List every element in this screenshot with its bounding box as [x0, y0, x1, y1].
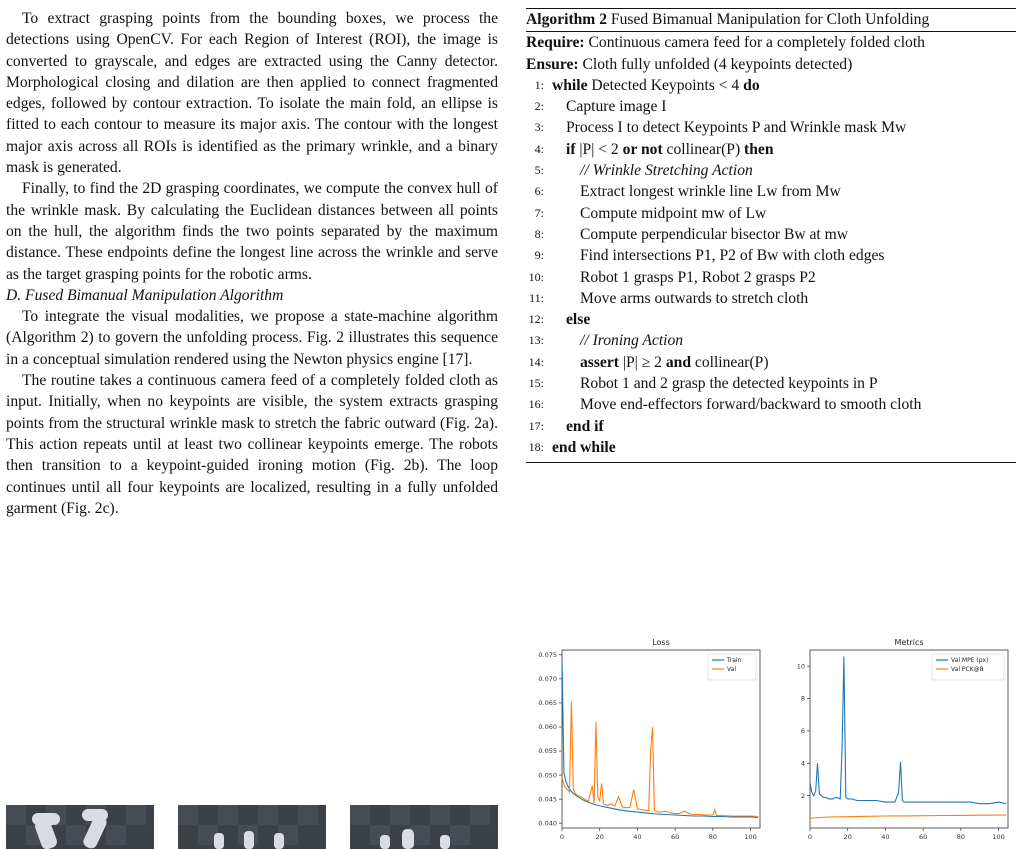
ensure-keyword: Ensure: — [526, 55, 579, 73]
line-text — [552, 160, 1016, 181]
y-tick-label: 0.075 — [538, 651, 557, 660]
algorithm-line — [526, 352, 1016, 373]
line-text — [552, 245, 1016, 266]
legend-label: Val MPE (px) — [951, 657, 989, 664]
line-number: 18: — [528, 439, 544, 454]
algorithm-line — [526, 160, 1016, 181]
require-text: Continuous camera feed for a completely folded cloth — [588, 34, 925, 52]
x-tick-label: 80 — [956, 833, 965, 841]
figure-2-thumbnails — [6, 805, 498, 849]
algorithm-line — [526, 117, 1016, 138]
line-text: Capture image I — [566, 98, 667, 116]
series-line-train — [562, 657, 758, 817]
y-tick-label: 8 — [800, 694, 805, 703]
line-text — [552, 96, 1016, 117]
line-text — [552, 288, 1016, 309]
y-tick-label: 0.055 — [538, 747, 557, 756]
line-kw2: or not — [622, 140, 663, 158]
line-text — [552, 352, 1016, 373]
y-tick-label: 6 — [800, 727, 805, 736]
legend-label: Train — [727, 657, 742, 664]
x-tick-label: 60 — [919, 833, 928, 841]
algorithm-line — [526, 224, 1016, 245]
left-column — [6, 8, 498, 519]
series-line-val — [562, 702, 758, 817]
x-tick-label: 20 — [843, 833, 852, 841]
line-number: 3: — [534, 120, 544, 135]
y-tick-label: 2 — [800, 791, 805, 800]
line-kw2: and — [665, 353, 692, 371]
x-tick-label: 100 — [744, 833, 757, 841]
line-number: 13: — [528, 333, 544, 348]
y-tick-label: 0.040 — [538, 819, 557, 828]
legend-label: Val PCK@8 — [951, 666, 984, 673]
line-text: Find intersections P1, P2 of Bw with cloth edges — [580, 247, 885, 265]
line-text — [552, 309, 1016, 330]
x-tick-label: 40 — [881, 833, 890, 841]
y-tick-label: 0.065 — [538, 699, 557, 708]
line-text — [552, 117, 1016, 138]
line-number: 4: — [534, 141, 544, 156]
paragraph-convex-hull: Finally, to find the 2D grasping coordinates, we compute the convex hull of the wrinkle mask. By calculating the Euclidean distances between all points on the hull, the algorithm finds the two points separated by the maximum distance. These endpoints define the longest line across the wrinkle and serve as the target grasping points for the robotic arms. — [6, 180, 498, 283]
line-text: Move arms outwards to stretch cloth — [580, 289, 809, 307]
algorithm-caption — [526, 8, 1016, 32]
algorithm-block — [526, 8, 1016, 463]
line-kw: assert — [580, 353, 619, 371]
line-kw: if — [566, 140, 576, 158]
line-number: 2: — [534, 99, 544, 114]
line-text2: collinear(P) — [662, 140, 745, 158]
line-text: Detected Keypoints < 4 — [587, 76, 744, 94]
line-comment: // Ironing Action — [580, 332, 684, 350]
algorithm-line — [526, 245, 1016, 266]
line-text — [552, 224, 1016, 245]
chart-title: Loss — [652, 638, 670, 647]
line-kw2: do — [743, 76, 760, 94]
x-tick-label: 40 — [633, 833, 642, 841]
x-tick-label: 80 — [708, 833, 717, 841]
x-tick-label: 60 — [671, 833, 680, 841]
line-text: Robot 1 grasps P1, Robot 2 grasps P2 — [580, 268, 816, 286]
line-number: 11: — [529, 290, 544, 305]
algorithm-lines — [526, 75, 1016, 458]
line-text — [552, 330, 1016, 351]
x-tick-label: 100 — [992, 833, 1005, 841]
algorithm-line — [526, 181, 1016, 202]
algorithm-line — [526, 203, 1016, 224]
figure-2b-thumbnail — [178, 805, 326, 849]
line-text: |P| < 2 — [575, 140, 623, 158]
paragraph-state-machine: To integrate the visual modalities, we propose a state-machine algorithm (Algorithm 2) to govern the unfolding process. Fig. 2 illustrates this sequence in a conceptual simulation rendered using the Newton physics engine [17]. — [6, 308, 498, 368]
line-kw: while — [552, 76, 588, 94]
x-tick-label: 0 — [807, 833, 813, 841]
series-line-val-pck-8 — [810, 815, 1006, 818]
paragraph-routine: The routine takes a continuous camera feed of a completely folded cloth as input. Initially, when no keypoints are visible, the system extracts grasping points from the structural wrinkle mask to stretch the fabric outward (Fig. 2a). This action repeats until at least two collinear keypoints emerge. The robots then transition to a keypoint-guided ironing motion (Fig. 2b). The loop continues until all four keypoints are localized, resulting in a fully unfolded garment (Fig. 2c). — [6, 372, 498, 517]
algorithm-line — [526, 139, 1016, 160]
line-kw: else — [566, 311, 591, 329]
y-tick-label: 0.070 — [538, 675, 557, 684]
algorithm-label: Algorithm 2 — [526, 11, 607, 28]
line-text — [552, 181, 1016, 202]
algorithm-body — [526, 32, 1016, 463]
line-comment: // Wrinkle Stretching Action — [580, 162, 753, 180]
algorithm-title: Fused Bimanual Manipulation for Cloth Unfolding — [610, 11, 930, 28]
line-text — [552, 373, 1016, 394]
line-text — [552, 203, 1016, 224]
line-number: 1: — [534, 77, 544, 92]
algorithm-line — [526, 394, 1016, 415]
line-text: Move end-effectors forward/backward to smooth cloth — [580, 396, 922, 414]
figure-2c-thumbnail — [350, 805, 498, 849]
subsection-heading: D. Fused Bimanual Manipulation Algorithm — [6, 286, 284, 304]
line-number: 10: — [528, 269, 544, 284]
algorithm-line — [526, 309, 1016, 330]
chart-metrics — [797, 638, 1008, 841]
figure-2a-thumbnail — [6, 805, 154, 849]
line-text: |P| ≥ 2 — [618, 353, 666, 371]
algorithm-line — [526, 267, 1016, 288]
algorithm-line — [526, 437, 1016, 458]
line-text — [552, 416, 1016, 437]
line-number: 15: — [528, 376, 544, 391]
algorithm-line — [526, 330, 1016, 351]
y-tick-label: 0.045 — [538, 795, 557, 804]
require-keyword: Require: — [526, 34, 585, 52]
line-text — [552, 394, 1016, 415]
line-number: 8: — [534, 226, 544, 241]
algorithm-require — [526, 32, 1016, 53]
paragraph-grasp-extraction: To extract grasping points from the bounding boxes, we process the detections using OpenCV. For each Region of Interest (ROI), the image is converted to grayscale, and edges are extracted using the Canny detector. Morphological closing and dilation are then applied to connect fragmented edges, followed by contour extraction. To isolate the main fold, an ellipse is fitted to each contour to measure its major axis. The contour with the longest major axis across all ROIs is identified as the primary wrinkle, and a binary mask is generated. — [6, 10, 498, 177]
line-number: 14: — [528, 354, 544, 369]
legend-label: Val — [727, 666, 736, 673]
line-kw3: then — [744, 140, 774, 158]
line-text: Robot 1 and 2 grasp the detected keypoints in P — [580, 375, 878, 393]
x-tick-label: 0 — [559, 833, 565, 841]
line-number: 12: — [528, 312, 544, 327]
algorithm-line — [526, 288, 1016, 309]
line-text — [552, 75, 1016, 96]
y-tick-label: 0.050 — [538, 771, 557, 780]
line-number: 7: — [534, 205, 544, 220]
line-text: Compute perpendicular bisector Bw at mw — [580, 225, 849, 243]
line-number: 5: — [534, 163, 544, 178]
y-tick-label: 4 — [800, 759, 805, 768]
x-tick-label: 20 — [595, 833, 604, 841]
algorithm-line — [526, 75, 1016, 96]
line-text — [552, 267, 1016, 288]
chart-loss — [538, 638, 760, 841]
line-number: 9: — [534, 248, 544, 263]
line-number: 17: — [528, 418, 544, 433]
line-text: Compute midpoint mw of Lw — [580, 204, 767, 222]
line-text2: collinear(P) — [691, 353, 769, 371]
charts-svg — [526, 634, 1016, 844]
algorithm-line — [526, 96, 1016, 117]
algorithm-line — [526, 373, 1016, 394]
training-charts — [526, 634, 1016, 844]
chart-title: Metrics — [894, 638, 924, 647]
line-kw: end if — [566, 417, 604, 435]
algorithm-ensure — [526, 54, 1016, 75]
line-text — [552, 437, 1016, 458]
line-text: Process I to detect Keypoints P and Wrinkle mask Mw — [566, 119, 907, 137]
line-number: 16: — [528, 397, 544, 412]
line-text: Extract longest wrinkle line Lw from Mw — [580, 183, 841, 201]
ensure-text: Cloth fully unfolded (4 keypoints detected) — [582, 55, 853, 73]
y-tick-label: 10 — [796, 662, 805, 671]
algorithm-line — [526, 416, 1016, 437]
line-number: 6: — [534, 184, 544, 199]
y-tick-label: 0.060 — [538, 723, 557, 732]
line-kw: end while — [552, 438, 616, 456]
line-text — [552, 139, 1016, 160]
